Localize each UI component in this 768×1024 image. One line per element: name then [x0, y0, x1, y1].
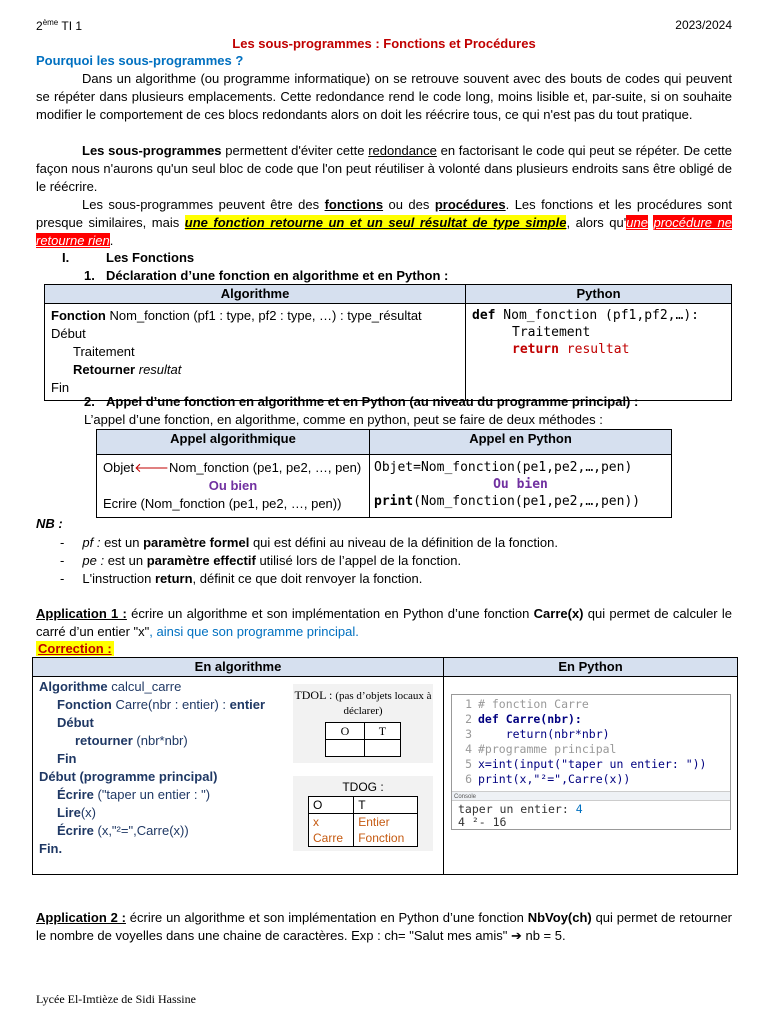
code-line: 2 def Carre(nbr):: [465, 712, 582, 726]
sub-2-intro: L’appel d’une fonction, en algorithme, comme en python, peut se faire de deux méthodes :: [84, 412, 603, 427]
assign-arrow-icon: 🡐: [134, 460, 169, 475]
paragraph-3: Les sous-programmes peuvent être des fonctions ou des procédures. Les fonctions et les procédures sont presque similaires, mais une fonction retourne un et un seul résultat de type simple, alors qu'une procédure ne retourne rien.: [36, 197, 733, 248]
nb-list: [60, 534, 558, 588]
sub-2-number: 2.: [84, 394, 95, 409]
tdog-box: TDOG : O T x Entier Carre Fonction: [293, 776, 433, 851]
correction-algo-code: Algorithme calcul_carre Fonction Carre(nbr : entier) : entier Début retourner (nbr*nbr) Fin Début (programme principal) Écrire ("taper un entier : ") Lire(x) Écrire (x,"²=",Carre(x)) Fin.: [39, 679, 266, 856]
tdol-table: O T: [325, 722, 401, 757]
correction-divider: [443, 658, 444, 874]
paragraph-1: Dans un algorithme (ou programme informatique) on se retrouve souvent avec des bouts de codes qui peuvent se répéter dans plusieurs emplacements. Cette redondance rend le code long, moins lisible et, par-suite, si on souhaite modifier le comportement de ces blocs redondants alors on doit les réécrire tous, ce qui n'est pas du tout pratique.: [36, 71, 732, 122]
python-editor: [451, 694, 731, 830]
school-year: 2023/2024: [675, 18, 732, 32]
section-1-number: I.: [62, 250, 70, 265]
tdol-box: TDOL : (pas d’objets locaux à déclarer) O T: [293, 684, 433, 763]
correction-label: Correction :: [38, 641, 112, 656]
code-line: 3 return(nbr*nbr): [465, 727, 610, 741]
console-label: Console: [452, 791, 730, 801]
class-label: 2ème TI 1: [36, 18, 83, 33]
call-head-python: Appel en Python: [370, 430, 672, 455]
page-title: Les sous-programmes : Fonctions et Procédures: [232, 36, 536, 51]
footer-school: Lycée El-Imtièze de Sidi Hassine: [36, 992, 196, 1006]
highlight-function-returns: une fonction retourne un et un seul résultat de type simple: [184, 215, 567, 230]
declaration-python-cell: def Nom_fonction (pf1,pf2,…): Traitement return resultat: [466, 304, 732, 401]
application-1: Application 1 : écrire un algorithme et son implémentation en Python d’une fonction Carre(x) qui permet de calculer le carré d’un entier "x", ainsi que son programme principal.: [36, 606, 733, 639]
call-algo-cell: Objet🡐Nom_fonction (pe1, pe2, …, pen) Ou bien Ecrire (Nom_fonction (pe1, pe2, …, pen)): [97, 455, 370, 518]
nb-item-3: - L'instruction return, définit ce que doit renvoyer la fonction.: [60, 571, 423, 586]
implies-arrow-icon: ➔: [510, 928, 522, 943]
console-output: taper un entier: 4 4 ²- 16: [458, 802, 583, 829]
why-heading: Pourquoi les sous-programmes ?: [36, 53, 244, 68]
tdog-table: O T x Entier Carre Fonction: [308, 796, 418, 847]
declaration-algo-cell: Fonction Nom_fonction (pf1 : type, pf2 : type, …) : type_résultat Début Traitement Retourner resultat Fin: [45, 304, 466, 401]
nb-label: NB :: [36, 516, 63, 531]
declaration-head-python: Python: [466, 285, 732, 304]
correction-head-python: En Python: [444, 658, 737, 677]
correction-table: [32, 657, 738, 875]
sub-1-number: 1.: [84, 268, 95, 283]
python-code: [454, 697, 706, 787]
declaration-head-algo: Algorithme: [45, 285, 466, 304]
section-1-title: Les Fonctions: [106, 250, 195, 265]
sub-2-title: Appel d’une fonction en algorithme et en Python (au niveau du programme principal) :: [106, 394, 639, 409]
highlight-procedure-returns-nothing: une: [626, 215, 648, 230]
call-head-algo: Appel algorithmique: [97, 430, 370, 455]
call-python-cell: Objet=Nom_fonction(pe1,pe2,…,pen) Ou bien print(Nom_fonction(pe1,pe2,…,pen)): [370, 455, 672, 518]
code-line: 5 x=int(input("taper un entier: ")): [465, 757, 707, 771]
application-2: Application 2 : écrire un algorithme et son implémentation en Python d’une fonction NbVoy(ch) qui permet de retourner le nombre de voyelles dans une chaine de caractères. Exp : ch= "Salut mes amis" ➔ nb = 5.: [36, 910, 733, 943]
nb-item-1: - pf : est un paramètre formel qui est défini au niveau de la définition de la fonction.: [60, 535, 558, 550]
sub-1-title: Déclaration d’une fonction en algorithme et en Python :: [106, 268, 449, 283]
code-line: 6 print(x,"²=",Carre(x)): [465, 772, 631, 786]
code-line: 4 #programme principal: [465, 742, 617, 756]
paragraph-2: Les sous-programmes permettent d'éviter cette redondance en factorisant le code qui peut se répéter. De cette façon nous n'aurons qu'un seul bloc de code que l'on peut réutiliser à volonté dans plusieurs endroits sans être obligé de le réécrire.: [36, 143, 733, 194]
declaration-table: [44, 284, 732, 401]
correction-head-algo: En algorithme: [33, 658, 444, 677]
call-table: [96, 429, 672, 518]
nb-item-2: - pe : est un paramètre effectif utilisé lors de l’appel de la fonction.: [60, 553, 462, 568]
code-line: 1 # fonction Carre: [465, 697, 589, 711]
